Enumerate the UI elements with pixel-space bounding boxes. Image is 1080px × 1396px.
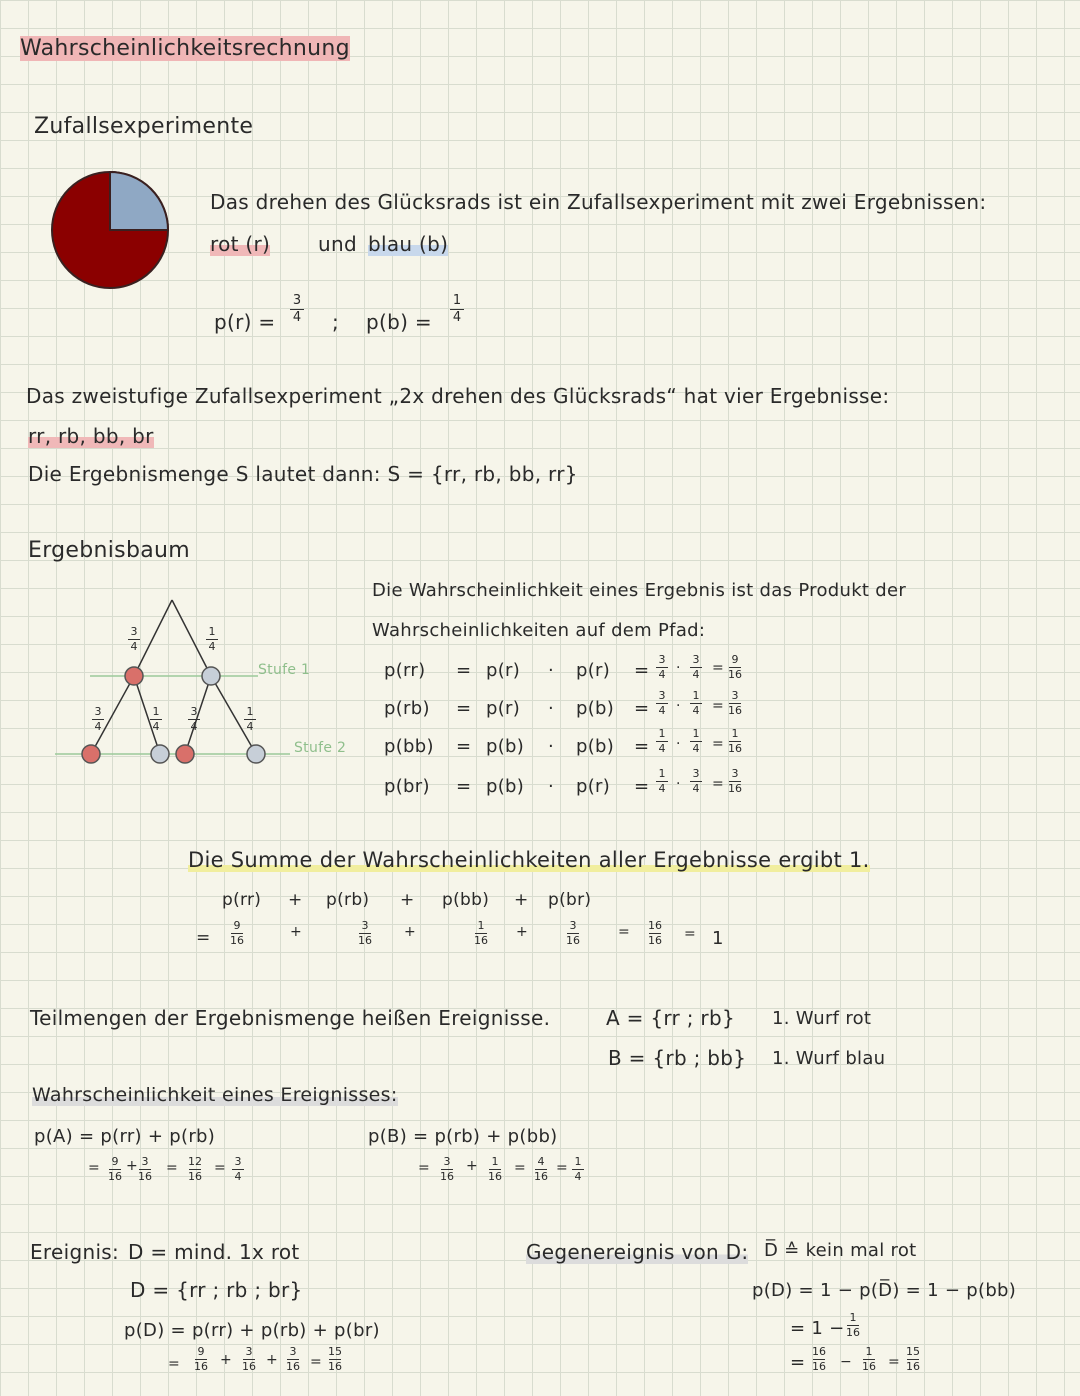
pB-frac — [488, 1156, 502, 1183]
event-B: B = {rb ; bb} — [608, 1046, 747, 1070]
gegenereignis-label: Gegenereignis von D: — [526, 1240, 749, 1264]
plus: + — [220, 1352, 232, 1368]
tree-node-b — [202, 667, 220, 685]
section-heading-ergebnisbaum: Ergebnisbaum — [28, 538, 190, 563]
summe-frac — [230, 920, 244, 947]
gegen-frac — [812, 1346, 826, 1373]
summe-plus: + — [288, 890, 303, 910]
gegen-line3: = 1 − — [790, 1318, 845, 1339]
den: 4 — [658, 668, 666, 681]
ereignis-D-def: D = mind. 1x rot — [128, 1240, 300, 1264]
pfad-row-eq: = — [456, 776, 472, 797]
edge-num: 1 — [152, 705, 160, 718]
gegen-frac — [906, 1346, 920, 1373]
ereignis-label: Ereignis: — [30, 1240, 120, 1264]
num: 12 — [188, 1155, 202, 1168]
num: 15 — [906, 1345, 920, 1358]
event-A: A = {rr ; rb} — [606, 1006, 735, 1030]
summe-frac — [474, 920, 488, 947]
p-r-label: p(r) = — [214, 310, 276, 334]
plus: + — [126, 1158, 138, 1174]
den: 4 — [658, 782, 666, 795]
pfad-row-a: p(b) — [486, 776, 525, 797]
den: 16 — [488, 1170, 502, 1183]
pfad-f2 — [690, 728, 702, 755]
pB-frac — [572, 1156, 584, 1183]
gluecksrad-rot: rot (r) — [210, 232, 271, 256]
den: 16 — [728, 704, 742, 717]
num: 9 — [731, 653, 739, 666]
den: 16 — [862, 1360, 876, 1373]
num: 1 — [491, 1155, 499, 1168]
num: 1 — [849, 1311, 857, 1324]
pD-frac — [194, 1346, 208, 1373]
tree-node-rr — [82, 745, 100, 763]
eq: = — [712, 776, 724, 792]
pfad-row-b: p(r) — [576, 660, 611, 681]
pfad-row-lhs: p(bb) — [384, 736, 434, 757]
den: 16 — [846, 1326, 860, 1339]
summe-term: p(br) — [548, 890, 592, 910]
plus: + — [266, 1352, 278, 1368]
num: 16 — [812, 1345, 826, 1358]
edge-den: 4 — [130, 640, 138, 653]
dot: · — [676, 776, 681, 792]
pA-frac — [232, 1156, 244, 1183]
den: 4 — [692, 742, 700, 755]
dot: · — [676, 660, 681, 676]
pfad-row-eq: = — [456, 698, 472, 719]
pD-frac — [286, 1346, 300, 1373]
gluecksrad-wheel — [52, 172, 168, 288]
den: 16 — [138, 1170, 152, 1183]
num: 1 — [574, 1155, 582, 1168]
den: 16 — [566, 934, 580, 947]
event-B-desc: 1. Wurf blau — [772, 1048, 886, 1069]
num: 3 — [658, 689, 666, 702]
num: 3 — [443, 1155, 451, 1168]
tree-node-rb — [151, 745, 169, 763]
pfad-line1: Die Wahrscheinlichkeit eines Ergebnis ist das Produkt der — [372, 580, 907, 601]
pfad-f2 — [690, 768, 702, 795]
p-b-label: p(b) = — [366, 310, 432, 334]
pB-frac — [534, 1156, 548, 1183]
gegen-line2: p(D) = 1 − p(D̅) = 1 − p(bb) — [752, 1280, 1017, 1301]
num: 16 — [648, 919, 662, 932]
num: 3 — [731, 689, 739, 702]
edge-label — [150, 706, 162, 733]
den: 16 — [728, 742, 742, 755]
p-r-num: 3 — [292, 293, 302, 308]
den: 16 — [812, 1360, 826, 1373]
p-separator: ; — [332, 310, 340, 334]
eq: = — [712, 698, 724, 714]
pfad-row-lhs: p(rb) — [384, 698, 430, 719]
event-A-desc: 1. Wurf rot — [772, 1008, 872, 1029]
pA-frac — [138, 1156, 152, 1183]
pD-frac — [328, 1346, 342, 1373]
pfad-f1 — [656, 654, 668, 681]
pA-frac — [108, 1156, 122, 1183]
pfad-result — [728, 690, 742, 717]
num: 3 — [245, 1345, 253, 1358]
pfad-row-a: p(b) — [486, 736, 525, 757]
eq: = — [712, 736, 724, 752]
tree-node-r — [125, 667, 143, 685]
pD-line: p(D) = p(rr) + p(rb) + p(br) — [124, 1320, 380, 1341]
eq: = — [514, 1160, 526, 1176]
den: 16 — [242, 1360, 256, 1373]
ergebnismenge-line: Die Ergebnismenge S lautet dann: S = {rr, rb, bb, rr} — [28, 462, 578, 486]
eq: = — [888, 1354, 900, 1370]
den: 16 — [728, 668, 742, 681]
pfad-row-eq2: = — [634, 776, 650, 797]
den: 16 — [194, 1360, 208, 1373]
den: 4 — [658, 742, 666, 755]
p-r-den: 4 — [292, 310, 302, 325]
p-b-num: 1 — [452, 293, 462, 308]
section-heading-zufallsexperimente: Zufallsexperimente — [34, 114, 254, 139]
eq: = — [418, 1160, 430, 1176]
pfad-row-lhs: p(rr) — [384, 660, 426, 681]
stufe2-label: Stufe 2 — [294, 740, 347, 756]
den: 16 — [188, 1170, 202, 1183]
plus: + — [404, 924, 416, 940]
pfad-row-dot: · — [548, 776, 555, 797]
num: 1 — [692, 727, 700, 740]
p-b-fraction — [450, 294, 464, 325]
gegen-frac — [862, 1346, 876, 1373]
edge-den: 4 — [190, 720, 198, 733]
pfad-row-lhs: p(br) — [384, 776, 430, 797]
pfad-row-b: p(r) — [576, 776, 611, 797]
p-r-fraction — [290, 294, 304, 325]
edge-num: 1 — [208, 625, 216, 638]
num: 3 — [692, 653, 700, 666]
pfad-row-a: p(r) — [486, 660, 521, 681]
num: 1 — [865, 1345, 873, 1358]
pfad-f1 — [656, 728, 668, 755]
gluecksrad-blau: blau (b) — [368, 232, 449, 256]
pfad-row-dot: · — [548, 736, 555, 757]
eq: = — [88, 1160, 100, 1176]
eq: = — [214, 1160, 226, 1176]
den: 16 — [648, 934, 662, 947]
pfad-row-b: p(b) — [576, 736, 615, 757]
plus: + — [516, 924, 528, 940]
summe-plus: + — [514, 890, 529, 910]
pfad-row-dot: · — [548, 698, 555, 719]
pB-frac — [440, 1156, 454, 1183]
edge-label — [206, 626, 218, 653]
edge-num: 3 — [190, 705, 198, 718]
pfad-result — [728, 654, 742, 681]
den: 4 — [692, 668, 700, 681]
num: 1 — [731, 727, 739, 740]
pfad-f2 — [690, 690, 702, 717]
ereignis-D-set: D = {rr ; rb ; br} — [130, 1278, 303, 1302]
pfad-f1 — [656, 768, 668, 795]
summe-one: 1 — [712, 928, 724, 949]
edge-num: 3 — [130, 625, 138, 638]
num: 9 — [197, 1345, 205, 1358]
pfad-row-eq2: = — [634, 660, 650, 681]
edge-num: 3 — [94, 705, 102, 718]
num: 9 — [111, 1155, 119, 1168]
den: 4 — [574, 1170, 582, 1183]
gegenereignis-def: D̅ ≙ kein mal rot — [764, 1240, 917, 1261]
num: 1 — [658, 767, 666, 780]
den: 16 — [474, 934, 488, 947]
den: 16 — [230, 934, 244, 947]
pfad-row-eq2: = — [634, 736, 650, 757]
den: 4 — [692, 782, 700, 795]
pfad-line2: Wahrscheinlichkeiten auf dem Pfad: — [372, 620, 706, 641]
edge-den: 4 — [152, 720, 160, 733]
eq: = — [166, 1160, 178, 1176]
den: 16 — [108, 1170, 122, 1183]
num: 9 — [233, 919, 241, 932]
wk-ereignis-heading: Wahrscheinlichkeit eines Ereignisses: — [32, 1084, 398, 1106]
den: 16 — [534, 1170, 548, 1183]
tree-edges — [91, 600, 256, 754]
edge-den: 4 — [246, 720, 254, 733]
num: 1 — [692, 689, 700, 702]
den: 16 — [906, 1360, 920, 1373]
gegen-frac — [846, 1312, 860, 1339]
eq: = — [618, 924, 630, 940]
pB-line: p(B) = p(rb) + p(bb) — [368, 1126, 558, 1147]
pfad-row-b: p(b) — [576, 698, 615, 719]
gluecksrad-line1: Das drehen des Glücksrads ist ein Zufallsexperiment mit zwei Ergebnissen: — [210, 190, 987, 214]
num: 3 — [658, 653, 666, 666]
eq: = — [556, 1160, 568, 1176]
teilmengen-line: Teilmengen der Ergebnismenge heißen Ereignisse. — [30, 1006, 551, 1030]
edge-label — [92, 706, 104, 733]
gegen-line4: = — [790, 1352, 806, 1373]
pfad-row-eq: = — [456, 736, 472, 757]
summe-term: p(rb) — [326, 890, 370, 910]
pD-frac — [242, 1346, 256, 1373]
edge-label — [244, 706, 256, 733]
den: 16 — [286, 1360, 300, 1373]
edge-den: 4 — [94, 720, 102, 733]
edge-label — [128, 626, 140, 653]
num: 3 — [361, 919, 369, 932]
pfad-row-eq: = — [456, 660, 472, 681]
pfad-row-a: p(r) — [486, 698, 521, 719]
pA-line: p(A) = p(rr) + p(rb) — [34, 1126, 216, 1147]
den: 16 — [358, 934, 372, 947]
eq: = — [310, 1354, 322, 1370]
tree-node-br — [176, 745, 194, 763]
num: 1 — [477, 919, 485, 932]
gluecksrad-und: und — [318, 232, 357, 256]
summe-line: Die Summe der Wahrscheinlichkeiten aller Ergebnisse ergibt 1. — [188, 848, 870, 872]
dot: · — [676, 698, 681, 714]
num: 4 — [537, 1155, 545, 1168]
den: 16 — [328, 1360, 342, 1373]
num: 3 — [569, 919, 577, 932]
wheel-blue-sector — [110, 172, 168, 230]
pfad-result — [728, 768, 742, 795]
summe-term: p(rr) — [222, 890, 262, 910]
num: 3 — [692, 767, 700, 780]
pfad-row-eq2: = — [634, 698, 650, 719]
summe-eq: = — [196, 928, 211, 948]
summe-frac — [358, 920, 372, 947]
stufe1-label: Stufe 1 — [258, 662, 311, 678]
edge-den: 4 — [208, 640, 216, 653]
den: 4 — [234, 1170, 242, 1183]
zweistufig-outcomes: rr, rb, bb, br — [28, 424, 154, 448]
summe-total — [648, 920, 662, 947]
plus: + — [290, 924, 302, 940]
num: 3 — [731, 767, 739, 780]
summe-frac — [566, 920, 580, 947]
minus: − — [840, 1354, 852, 1370]
eq: = — [168, 1356, 180, 1372]
den: 16 — [728, 782, 742, 795]
edge-label — [188, 706, 200, 733]
pfad-f2 — [690, 654, 702, 681]
eq: = — [712, 660, 724, 676]
num: 3 — [234, 1155, 242, 1168]
num: 3 — [289, 1345, 297, 1358]
den: 4 — [692, 704, 700, 717]
pfad-f1 — [656, 690, 668, 717]
pfad-result — [728, 728, 742, 755]
num: 15 — [328, 1345, 342, 1358]
dot: · — [676, 736, 681, 752]
pfad-row-dot: · — [548, 660, 555, 681]
pA-frac — [188, 1156, 202, 1183]
den: 4 — [658, 704, 666, 717]
edge-num: 1 — [246, 705, 254, 718]
den: 16 — [440, 1170, 454, 1183]
summe-term: p(bb) — [442, 890, 490, 910]
num: 1 — [658, 727, 666, 740]
p-b-den: 4 — [452, 310, 462, 325]
tree-node-bb — [247, 745, 265, 763]
num: 3 — [141, 1155, 149, 1168]
plus: + — [466, 1158, 478, 1174]
summe-plus: + — [400, 890, 415, 910]
zweistufig-line1: Das zweistufige Zufallsexperiment „2x drehen des Glücksrads“ hat vier Ergebnisse: — [26, 384, 890, 408]
page-title: Wahrscheinlichkeitsrechnung — [20, 36, 350, 61]
eq: = — [684, 926, 696, 942]
